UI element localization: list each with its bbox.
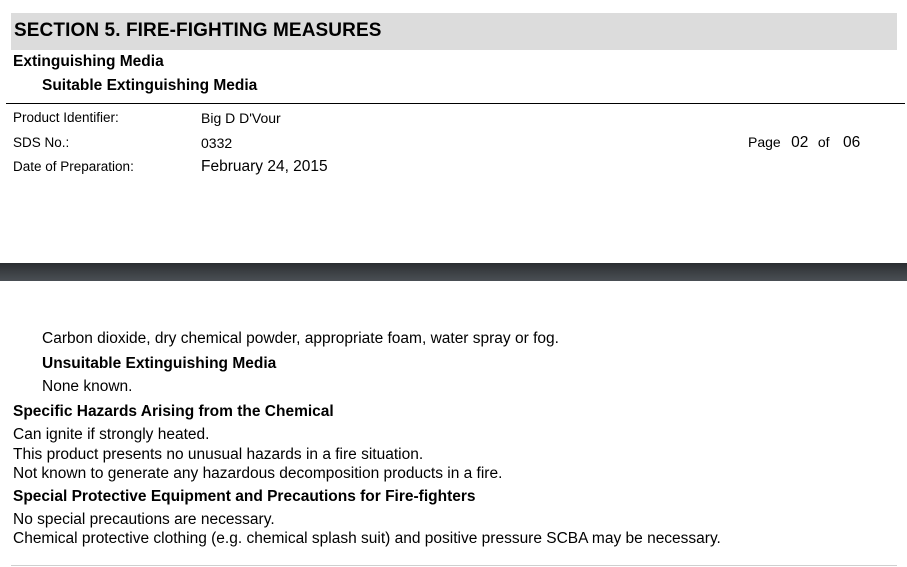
page-indicator	[748, 134, 860, 152]
section-title: SECTION 5. FIRE-FIGHTING MEASURES	[14, 20, 382, 41]
hazards-line: Not known to generate any hazardous decomposition products in a fire.	[13, 465, 503, 482]
header-divider	[6, 103, 905, 104]
hazards-heading: Specific Hazards Arising from the Chemical	[13, 403, 334, 420]
product-identifier-value: Big D D'Vour	[201, 110, 281, 126]
date-label: Date of Preparation:	[13, 159, 134, 174]
extinguishing-media-heading: Extinguishing Media	[13, 53, 164, 70]
ppe-heading: Special Protective Equipment and Precautions for Fire-fighters	[13, 488, 476, 505]
suitable-media-text: Carbon dioxide, dry chemical powder, appropriate foam, water spray or fog.	[42, 330, 559, 347]
sds-no-value: 0332	[201, 135, 233, 151]
unsuitable-media-heading: Unsuitable Extinguishing Media	[42, 355, 277, 372]
page-total: 06	[843, 134, 861, 151]
sds-no-label: SDS No.:	[13, 135, 70, 150]
page-of: of	[817, 134, 830, 150]
date-value: February 24, 2015	[201, 158, 328, 175]
ppe-line: Chemical protective clothing (e.g. chemical splash suit) and positive pressure SCBA may be necessary.	[13, 530, 721, 547]
page-label: Page	[748, 134, 781, 150]
page-break-gap	[0, 263, 907, 281]
product-identifier-label: Product Identifier:	[13, 110, 119, 125]
hazards-line: This product presents no unusual hazards in a fire situation.	[13, 446, 424, 463]
ppe-line: No special precautions are necessary.	[13, 511, 275, 528]
hazards-line: Can ignite if strongly heated.	[13, 426, 210, 443]
footer-divider	[11, 565, 897, 566]
page-current: 02	[791, 134, 809, 151]
unsuitable-media-text: None known.	[42, 378, 133, 395]
suitable-media-heading: Suitable Extinguishing Media	[42, 77, 258, 94]
